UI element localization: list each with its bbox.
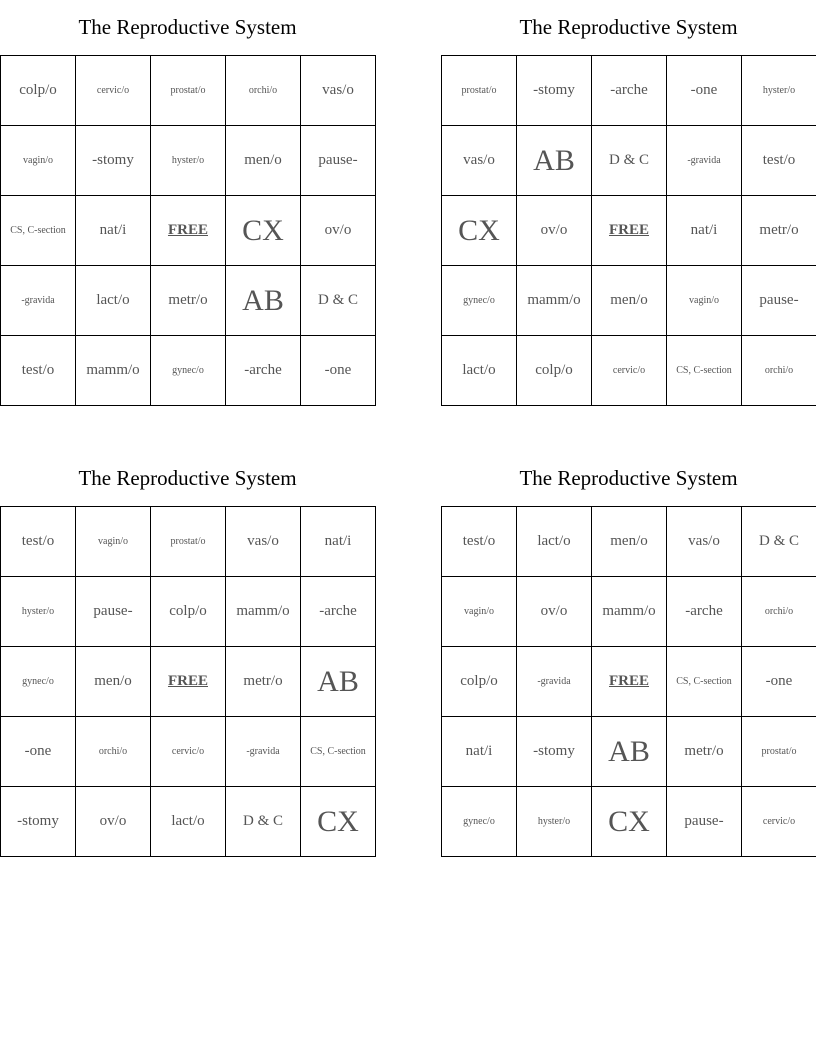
bingo-cell: nat/i	[76, 196, 151, 266]
card-title: The Reproductive System	[78, 15, 297, 39]
bingo-cell: test/o	[442, 507, 517, 577]
bingo-cell: cervic/o	[592, 336, 667, 406]
bingo-card-2	[441, 0, 816, 406]
bingo-cell: lact/o	[151, 787, 226, 857]
bingo-grid	[0, 506, 376, 857]
bingo-cell: vagin/o	[76, 507, 151, 577]
bingo-cell: orchi/o	[742, 336, 816, 406]
bingo-grid	[441, 506, 816, 857]
bingo-cell: -one	[301, 336, 376, 406]
bingo-cell: -one	[742, 647, 816, 717]
bingo-cell: pause-	[667, 787, 742, 857]
grid-row	[1, 266, 376, 336]
bingo-cell: vas/o	[301, 56, 376, 126]
bingo-cell: prostat/o	[151, 56, 226, 126]
bingo-cell: AB	[517, 126, 592, 196]
grid-row	[442, 507, 816, 577]
bingo-cell: -gravida	[667, 126, 742, 196]
bingo-cell: metr/o	[667, 717, 742, 787]
bingo-cell: pause-	[301, 126, 376, 196]
bingo-cell: gynec/o	[151, 336, 226, 406]
grid-row	[442, 196, 816, 266]
bingo-cell: D & C	[742, 507, 816, 577]
free-space-cell: FREE	[151, 647, 226, 717]
grid-row	[1, 577, 376, 647]
bingo-cell: pause-	[742, 266, 816, 336]
bingo-cell: CS, C-section	[301, 717, 376, 787]
bingo-cell: hyster/o	[151, 126, 226, 196]
bingo-cell: men/o	[592, 266, 667, 336]
bingo-cell: orchi/o	[76, 717, 151, 787]
bingo-cell: lact/o	[517, 507, 592, 577]
bingo-cell: prostat/o	[151, 507, 226, 577]
bingo-cell: pause-	[76, 577, 151, 647]
bingo-cell: mamm/o	[226, 577, 301, 647]
free-space-cell: FREE	[592, 196, 667, 266]
bingo-cell: test/o	[1, 336, 76, 406]
bingo-cell: -arche	[667, 577, 742, 647]
bingo-cell: -stomy	[1, 787, 76, 857]
bingo-cell: D & C	[592, 126, 667, 196]
bingo-cell: prostat/o	[742, 717, 816, 787]
bingo-cell: lact/o	[442, 336, 517, 406]
bingo-cell: men/o	[226, 126, 301, 196]
bingo-cell: vagin/o	[1, 126, 76, 196]
bingo-cell: test/o	[1, 507, 76, 577]
bingo-cell: -gravida	[226, 717, 301, 787]
grid-row	[1, 126, 376, 196]
bingo-cell: CS, C-section	[1, 196, 76, 266]
bingo-cell: vagin/o	[667, 266, 742, 336]
bingo-cell: mamm/o	[517, 266, 592, 336]
grid-row	[442, 787, 816, 857]
bingo-card-1	[0, 0, 375, 406]
bingo-cell: ov/o	[517, 577, 592, 647]
bingo-cell: vas/o	[442, 126, 517, 196]
bingo-cell: gynec/o	[442, 266, 517, 336]
bingo-cell: nat/i	[667, 196, 742, 266]
bingo-cell: D & C	[301, 266, 376, 336]
bingo-cell: vas/o	[667, 507, 742, 577]
bingo-cell: test/o	[742, 126, 816, 196]
bingo-grid	[0, 55, 376, 406]
bingo-cell: men/o	[76, 647, 151, 717]
bingo-cell: orchi/o	[226, 56, 301, 126]
bingo-cell: ov/o	[517, 196, 592, 266]
bingo-cell: prostat/o	[442, 56, 517, 126]
bingo-cell: hyster/o	[1, 577, 76, 647]
bingo-cell: vas/o	[226, 507, 301, 577]
bingo-cell: gynec/o	[1, 647, 76, 717]
bingo-cell: -gravida	[517, 647, 592, 717]
bingo-cell: metr/o	[226, 647, 301, 717]
bingo-cell: mamm/o	[592, 577, 667, 647]
bingo-cell: metr/o	[151, 266, 226, 336]
bingo-cell: gynec/o	[442, 787, 517, 857]
bingo-cell: metr/o	[742, 196, 816, 266]
grid-row	[1, 787, 376, 857]
bingo-cell: cervic/o	[151, 717, 226, 787]
grid-row	[442, 647, 816, 717]
bingo-cell: nat/i	[442, 717, 517, 787]
bingo-cell: cervic/o	[742, 787, 816, 857]
grid-row	[442, 336, 816, 406]
bingo-cell: orchi/o	[742, 577, 816, 647]
bingo-cell: CX	[226, 196, 301, 266]
bingo-cell: hyster/o	[517, 787, 592, 857]
grid-row	[1, 336, 376, 406]
grid-row	[1, 56, 376, 126]
bingo-cell: -gravida	[1, 266, 76, 336]
bingo-cell: ov/o	[301, 196, 376, 266]
grid-row	[442, 126, 816, 196]
grid-row	[1, 717, 376, 787]
bingo-grid	[441, 55, 816, 406]
grid-row	[442, 577, 816, 647]
bingo-cell: colp/o	[1, 56, 76, 126]
bingo-cell: -arche	[592, 56, 667, 126]
bingo-cell: ov/o	[76, 787, 151, 857]
bingo-cell: CS, C-section	[667, 647, 742, 717]
bingo-card-3	[0, 451, 375, 857]
grid-row	[1, 647, 376, 717]
bingo-cell: men/o	[592, 507, 667, 577]
grid-row	[1, 507, 376, 577]
bingo-cell: -stomy	[76, 126, 151, 196]
bingo-cell: AB	[226, 266, 301, 336]
bingo-cell: D & C	[226, 787, 301, 857]
bingo-cell: AB	[592, 717, 667, 787]
bingo-cell: -one	[667, 56, 742, 126]
card-title: The Reproductive System	[519, 15, 738, 39]
bingo-cell: nat/i	[301, 507, 376, 577]
bingo-cell: -one	[1, 717, 76, 787]
grid-row	[1, 196, 376, 266]
bingo-cell: hyster/o	[742, 56, 816, 126]
bingo-cell: cervic/o	[76, 56, 151, 126]
bingo-cell: lact/o	[76, 266, 151, 336]
bingo-cell: -arche	[226, 336, 301, 406]
free-space-cell: FREE	[592, 647, 667, 717]
card-title: The Reproductive System	[78, 466, 297, 490]
bingo-cell: -stomy	[517, 56, 592, 126]
free-space-cell: FREE	[151, 196, 226, 266]
card-title: The Reproductive System	[519, 466, 738, 490]
grid-row	[442, 717, 816, 787]
bingo-cell: CX	[592, 787, 667, 857]
bingo-cell: colp/o	[151, 577, 226, 647]
bingo-cell: vagin/o	[442, 577, 517, 647]
bingo-cell: -arche	[301, 577, 376, 647]
grid-row	[442, 56, 816, 126]
bingo-cell: CX	[301, 787, 376, 857]
bingo-cell: CX	[442, 196, 517, 266]
grid-row	[442, 266, 816, 336]
bingo-cell: -stomy	[517, 717, 592, 787]
bingo-cell: AB	[301, 647, 376, 717]
bingo-card-4	[441, 451, 816, 857]
bingo-cell: colp/o	[517, 336, 592, 406]
bingo-cell: colp/o	[442, 647, 517, 717]
bingo-cell: mamm/o	[76, 336, 151, 406]
bingo-cell: CS, C-section	[667, 336, 742, 406]
